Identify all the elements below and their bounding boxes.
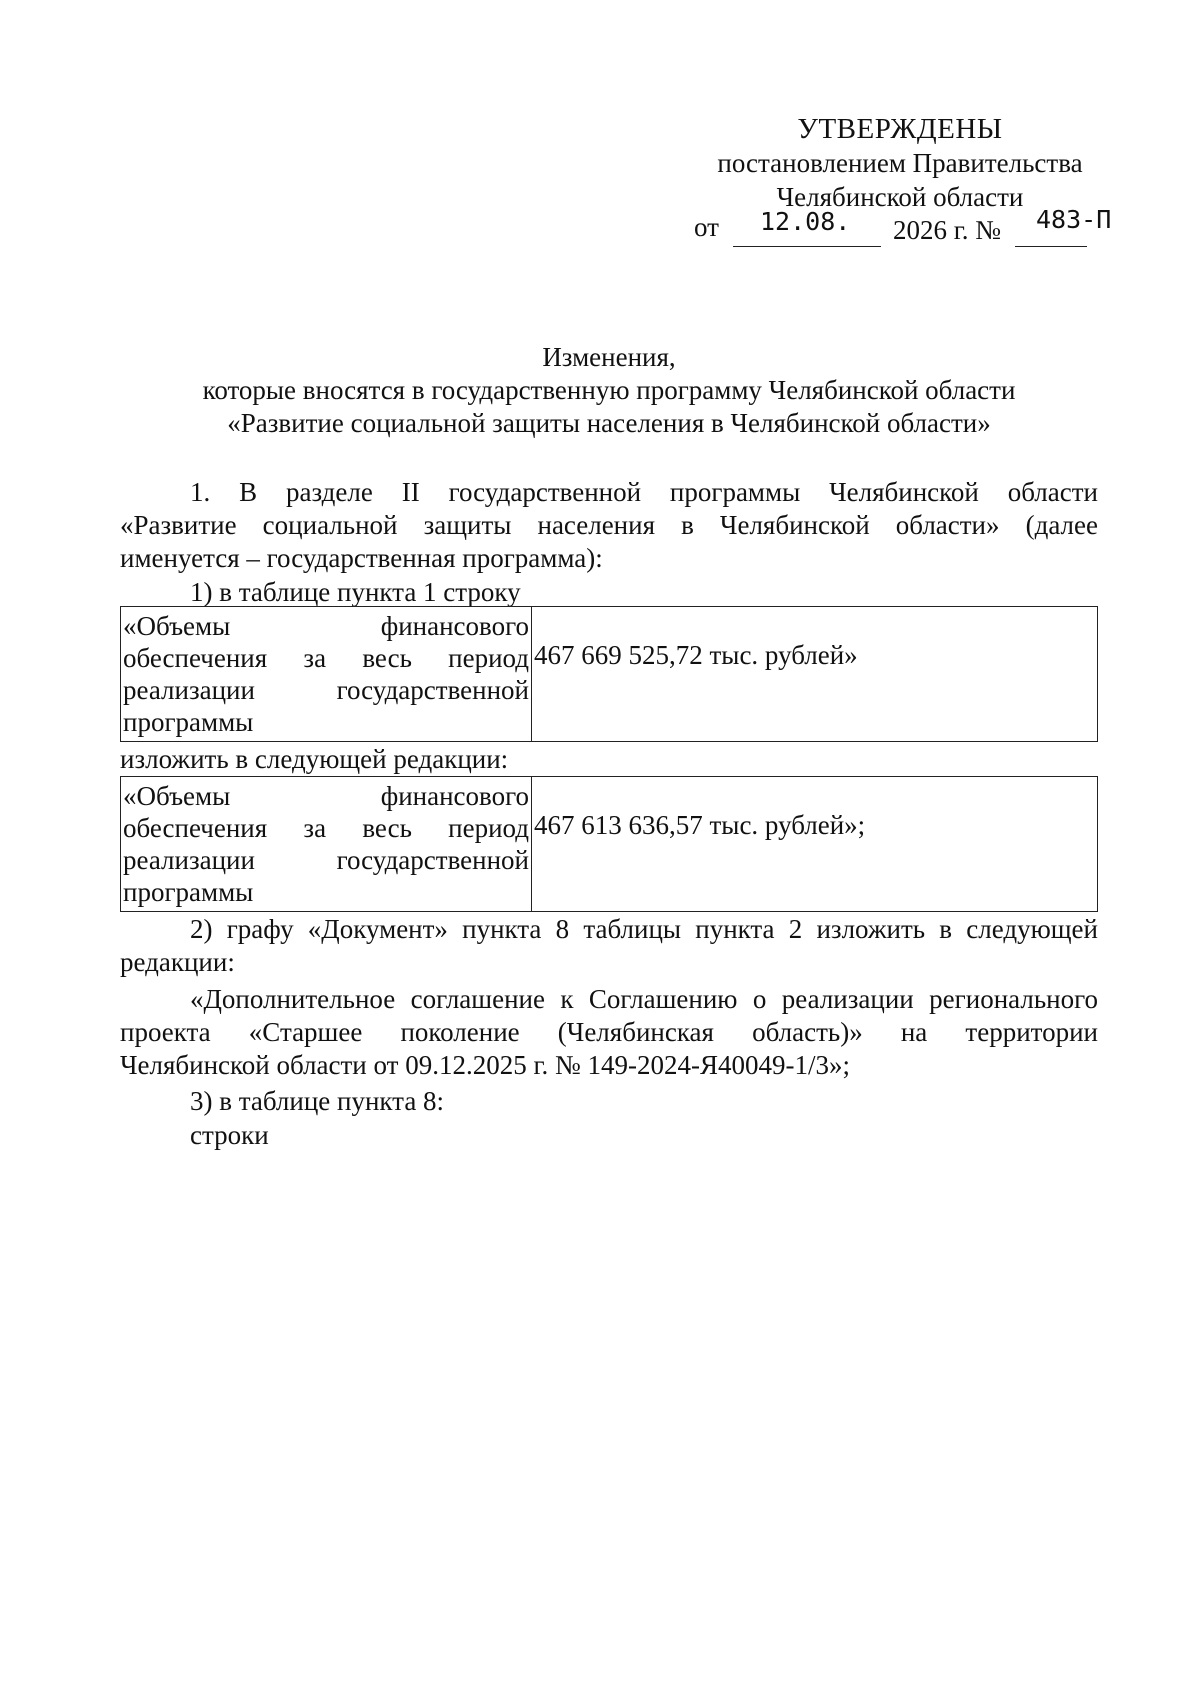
approval-date-line [694, 210, 719, 244]
quote-line-1: «Дополнительное соглашение к Соглашению о реализации регионального [190, 984, 1098, 1014]
table-old-row [120, 606, 1098, 742]
table-new-label-line: обеспечения за весь период [123, 813, 529, 843]
p1-line-3: именуется – государственная программа): [120, 543, 603, 573]
table-old-label-line: обеспечения за весь период [123, 643, 529, 673]
p1-line-2: «Развитие социальной защиты населения в Челябинской области» (далее [120, 510, 1098, 540]
table-old-value [532, 607, 1098, 742]
sub-item-1: 1) в таблице пункта 1 строку [190, 577, 521, 607]
year-number-label: 2026 г. № [893, 215, 1002, 245]
approval-block [680, 112, 1120, 214]
table-new-label [121, 777, 532, 912]
sub-item-3: 3) в таблице пункта 8: [190, 1086, 445, 1116]
approval-heading: УТВЕРЖДЕНЫ [797, 113, 1003, 145]
quote-line-2: проекта «Старшее поколение (Челябинская область)» на территории [120, 1017, 1098, 1047]
title-line-3: «Развитие социальной защиты населения в Челябинской области» [227, 408, 991, 438]
table-old-label [121, 607, 532, 742]
sub-item-2-line-2: редакции: [120, 947, 235, 977]
table-new-value-text: 467 613 636,57 тыс. рублей»; [534, 810, 866, 840]
title-line-2: которые вносятся в государственную программу Челябинской области [202, 375, 1016, 405]
approval-line-1: постановлением Правительства [717, 148, 1083, 178]
handwritten-date: 12.08. [760, 207, 851, 236]
table-new-label-line: программы [123, 877, 254, 907]
rows-word: строки [190, 1120, 269, 1150]
table-new-label-line: «Объемы финансового [123, 781, 529, 811]
replace-text: изложить в следующей редакции: [120, 744, 509, 774]
title-line-1: Изменения, [542, 342, 676, 372]
table-old-label-line: «Объемы финансового [123, 611, 529, 641]
p1-line-1: 1. В разделе II государственной программы Челябинской области [190, 477, 1098, 507]
approval-line-2: Челябинской области [776, 182, 1024, 212]
document-title [120, 341, 1098, 440]
number-underline [1015, 246, 1087, 247]
table-new-row [120, 776, 1098, 912]
quote-line-3: Челябинской области от 09.12.2025 г. № 149-2024-Я40049-1/3»; [120, 1050, 850, 1080]
from-label: от [694, 212, 719, 242]
table-old-value-text: 467 669 525,72 тыс. рублей» [534, 640, 858, 670]
date-underline [733, 246, 881, 247]
table-new-value [532, 777, 1098, 912]
handwritten-number: 483-П [1036, 205, 1112, 234]
sub-item-2-line-1: 2) графу «Документ» пункта 8 таблицы пункта 2 изложить в следующей [190, 914, 1098, 944]
table-old-label-line: реализации государственной [123, 675, 529, 705]
table-new-label-line: реализации государственной [123, 845, 529, 875]
table-old-label-line: программы [123, 707, 254, 737]
